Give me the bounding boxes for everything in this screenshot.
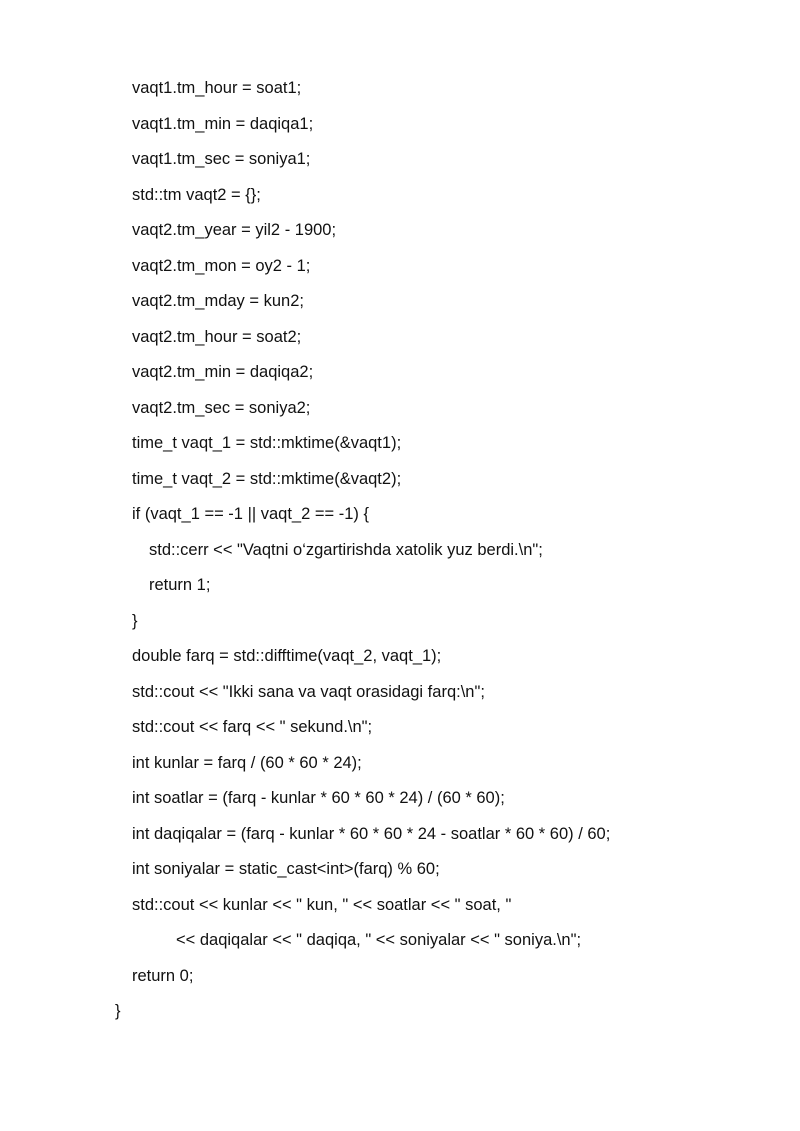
code-line-13: if (vaqt_1 == -1 || vaqt_2 == -1) { [132,505,369,523]
code-line-19: std::cout << farq << " sekund.\n"; [132,718,373,736]
code-line-21: int soatlar = (farq - kunlar * 60 * 60 * 24) / (60 * 60); [132,789,505,807]
code-line-2: vaqt1.tm_min = daqiqa1; [132,115,314,133]
code-line-16: } [132,612,138,630]
code-line-17: double farq = std::difftime(vaqt_2, vaqt_1); [132,647,442,665]
code-line-6: vaqt2.tm_mon = oy2 - 1; [132,257,311,275]
code-line-5: vaqt2.tm_year = yil2 - 1900; [132,221,337,239]
code-line-7: vaqt2.tm_mday = kun2; [132,292,304,310]
code-line-24: std::cout << kunlar << " kun, " << soatlar << " soat, " [132,896,512,914]
code-line-4: std::tm vaqt2 = {}; [132,186,261,204]
code-line-8: vaqt2.tm_hour = soat2; [132,328,302,346]
code-line-27: } [115,1002,121,1020]
code-line-25: << daqiqalar << " daqiqa, " << soniyalar << " soniya.\n"; [176,931,582,949]
code-line-20: int kunlar = farq / (60 * 60 * 24); [132,754,362,772]
code-line-18: std::cout << "Ikki sana va vaqt orasidagi farq:\n"; [132,683,485,701]
code-line-26: return 0; [132,967,194,985]
code-line-12: time_t vaqt_2 = std::mktime(&vaqt2); [132,470,402,488]
code-line-1: vaqt1.tm_hour = soat1; [132,79,302,97]
code-line-22: int daqiqalar = (farq - kunlar * 60 * 60 * 24 - soatlar * 60 * 60) / 60; [132,825,611,843]
code-line-15: return 1; [149,576,211,594]
code-line-14: std::cerr << "Vaqtni o‘zgartirishda xatolik yuz berdi.\n"; [149,541,543,559]
code-line-11: time_t vaqt_1 = std::mktime(&vaqt1); [132,434,402,452]
code-line-9: vaqt2.tm_min = daqiqa2; [132,363,314,381]
code-line-23: int soniyalar = static_cast<int>(farq) % 60; [132,860,440,878]
code-line-3: vaqt1.tm_sec = soniya1; [132,150,311,168]
code-line-10: vaqt2.tm_sec = soniya2; [132,399,311,417]
